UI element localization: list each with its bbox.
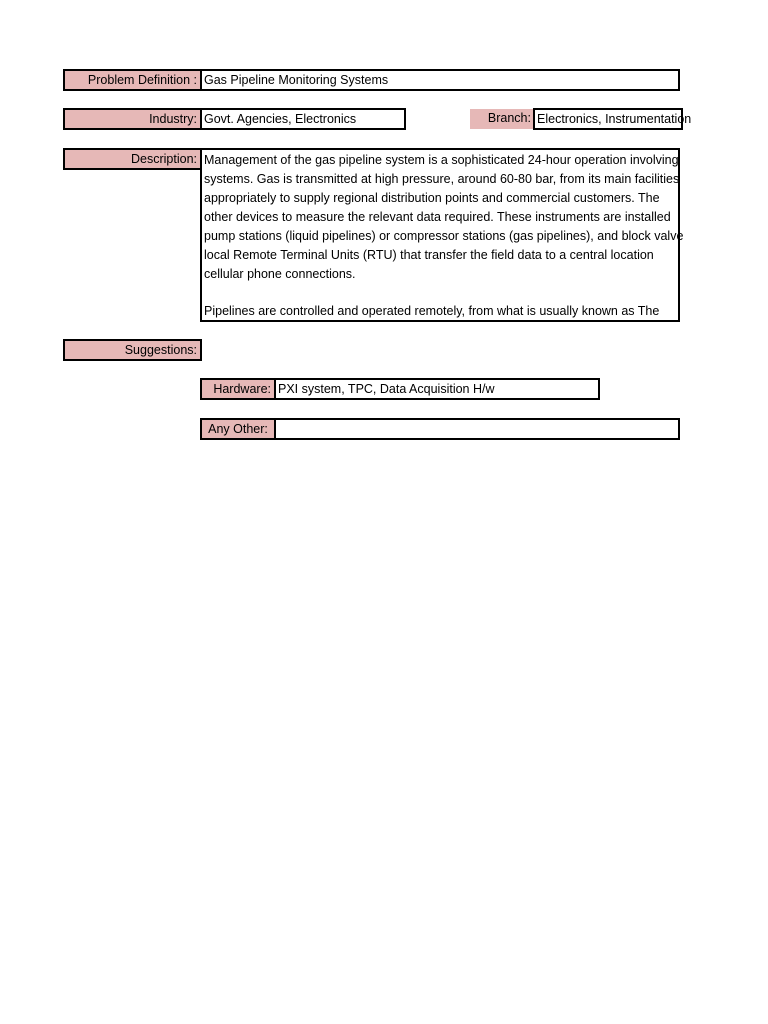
- description-line: appropriately to supply regional distribution points and commercial customers. The: [204, 191, 660, 205]
- description-line: Management of the gas pipeline system is a sophisticated 24-hour operation involving: [204, 153, 679, 167]
- any-other-value[interactable]: [274, 418, 680, 440]
- problem-definition-value[interactable]: Gas Pipeline Monitoring Systems: [200, 69, 680, 91]
- description-label: Description:: [63, 148, 202, 170]
- branch-value[interactable]: Electronics, Instrumentation: [533, 108, 683, 130]
- hardware-value[interactable]: PXI system, TPC, Data Acquisition H/w: [274, 378, 600, 400]
- description-paragraph-2: Pipelines are controlled and operated remotely, from what is usually known as The: [204, 304, 660, 318]
- industry-label: Industry:: [63, 108, 202, 130]
- any-other-label: Any Other:: [200, 418, 276, 440]
- description-line: pump stations (liquid pipelines) or compressor stations (gas pipelines), and block valve: [204, 229, 684, 243]
- industry-value[interactable]: Govt. Agencies, Electronics: [200, 108, 406, 130]
- paragraph-gap: [204, 284, 676, 302]
- description-line: systems. Gas is transmitted at high pressure, around 60-80 bar, from its main facilities: [204, 172, 680, 186]
- problem-definition-label: Problem Definition :: [63, 69, 202, 91]
- description-text[interactable]: [200, 148, 684, 322]
- description-line: cellular phone connections.: [204, 267, 356, 281]
- branch-label: Branch:: [470, 109, 534, 129]
- description-line: other devices to measure the relevant data required. These instruments are installed: [204, 210, 671, 224]
- suggestions-label: Suggestions:: [63, 339, 202, 361]
- description-line: local Remote Terminal Units (RTU) that transfer the field data to a central location: [204, 248, 654, 262]
- hardware-label: Hardware:: [200, 378, 276, 400]
